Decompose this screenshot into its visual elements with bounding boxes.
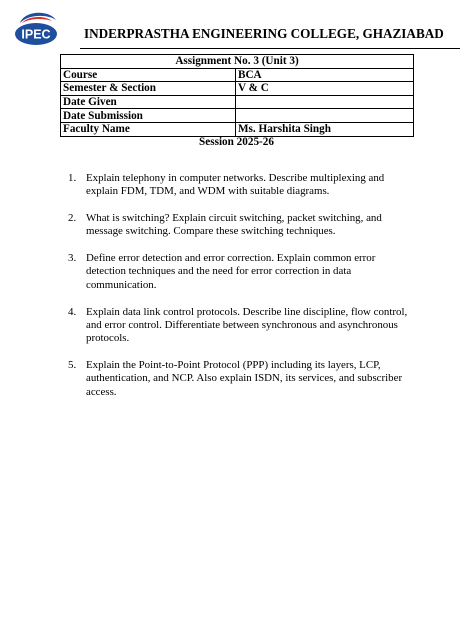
question-list	[68, 172, 416, 412]
table-row	[61, 82, 414, 96]
question-number: 5.	[68, 358, 77, 371]
row-value-semester-section: V & C	[236, 82, 414, 96]
session-label: Session 2025-26	[199, 136, 274, 148]
row-value-faculty-name: Ms. Harshita Singh	[236, 122, 414, 136]
question-text: Explain telephony in computer networks. Describe multiplexing and explain FDM, TDM, and WDM with suitable diagrams.	[86, 172, 385, 198]
question-item	[68, 252, 416, 292]
question-number: 1.	[68, 172, 77, 184]
question-text: What is switching? Explain circuit switching, packet switching, and message switching. Compare these switching techniques.	[86, 212, 382, 238]
row-value-course: BCA	[236, 68, 414, 82]
table-row	[61, 68, 414, 82]
question-text: Explain data link control protocols. Describe line discipline, flow control, and error control. Differentiate between synchronous and asynchronous protocols.	[86, 305, 408, 345]
row-label-date-given: Date Given	[61, 95, 236, 109]
row-value-date-submission	[236, 109, 414, 123]
row-label-faculty-name: Faculty Name	[61, 122, 236, 136]
question-number: 3.	[68, 252, 77, 265]
logo-text: IPEC	[21, 27, 51, 42]
question-number: 2.	[68, 212, 77, 225]
table-row	[61, 109, 414, 123]
question-item	[68, 212, 416, 239]
header-divider	[80, 48, 460, 49]
assignment-info-table	[60, 54, 414, 137]
ipec-logo	[14, 8, 60, 48]
table-row	[61, 95, 414, 109]
question-number: 4.	[68, 305, 77, 318]
question-text: Explain the Point-to-Point Protocol (PPP) including its layers, LCP, authentication, and NCP. Also explain ISDN, its services, and subscriber access.	[86, 358, 403, 398]
college-name: INDERPRASTHA ENGINEERING COLLEGE, GHAZIABAD	[84, 26, 444, 41]
assignment-title: Assignment No. 3 (Unit 3)	[61, 55, 414, 69]
table-row	[61, 122, 414, 136]
row-label-course: Course	[61, 68, 236, 82]
table-title-row	[61, 55, 414, 69]
question-item	[68, 358, 416, 399]
row-value-date-given	[236, 95, 414, 109]
question-item	[68, 172, 416, 199]
page-header	[14, 8, 460, 48]
question-item	[68, 305, 416, 346]
question-text: Define error detection and error correction. Explain common error detection techniques and the need for error correction in data communication.	[86, 252, 376, 291]
row-label-date-submission: Date Submission	[61, 109, 236, 123]
row-label-semester-section: Semester & Section	[61, 82, 236, 96]
